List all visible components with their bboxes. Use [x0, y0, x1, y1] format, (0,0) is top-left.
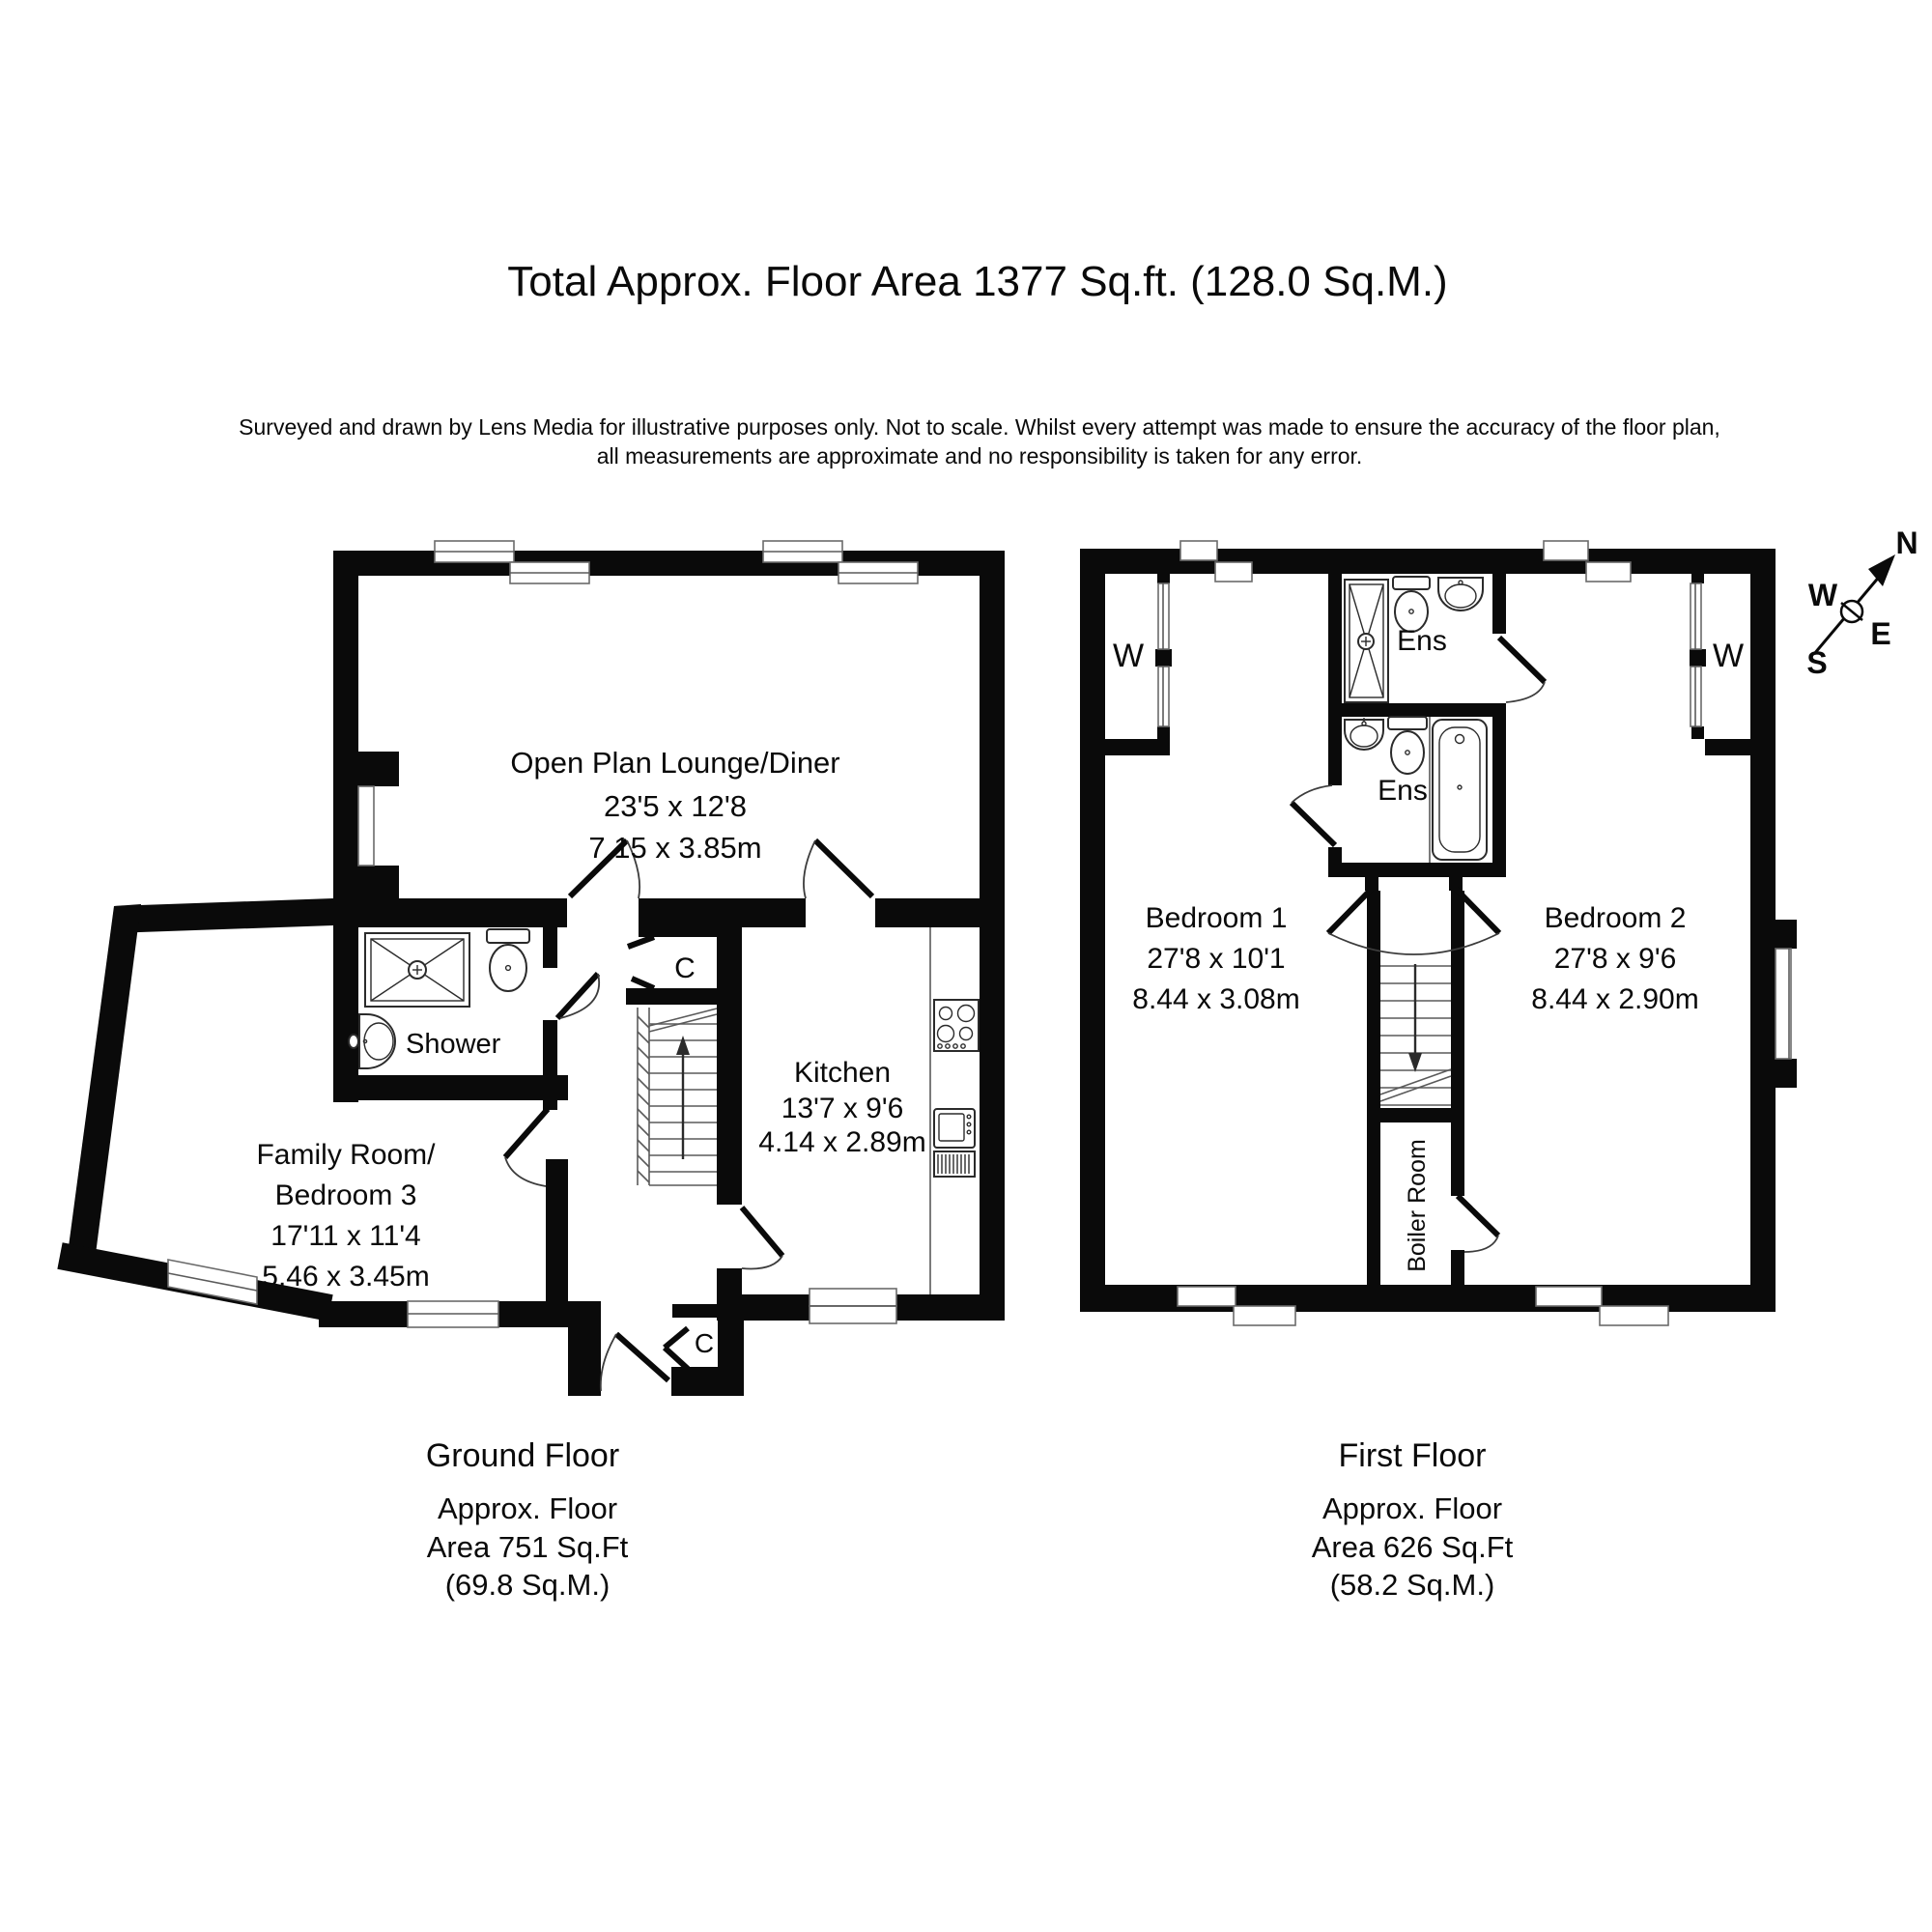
- ensuite-bottom-label: Ens: [1378, 775, 1428, 807]
- compass-south-label: S: [1806, 645, 1828, 680]
- disclaimer-line-1: Surveyed and drawn by Lens Media for illustrative purposes only. Not to scale. Whilst every attempt was made to ensure the accuracy of the floor plan,: [239, 414, 1720, 440]
- compass-north-label: N: [1895, 526, 1918, 560]
- entry-cupboard-label: C: [694, 1328, 715, 1358]
- shower-tray-icon: [365, 933, 469, 1007]
- hob-icon: [934, 1000, 979, 1051]
- ground-floor-title: Ground Floor: [425, 1437, 620, 1474]
- family-room-label-2: Bedroom 3: [274, 1179, 417, 1211]
- shower-label: Shower: [406, 1029, 501, 1060]
- first-floor-area-line-1: Approx. Floor: [1321, 1492, 1503, 1525]
- family-room-label-1: Family Room/: [256, 1139, 436, 1171]
- bedroom2-size-imperial: 27'8 x 9'6: [1553, 943, 1677, 975]
- wardrobe-right-label: W: [1712, 638, 1745, 674]
- ground-floor-plan: [60, 541, 1005, 1396]
- bathtub-icon: [1433, 720, 1487, 860]
- header: [239, 258, 1720, 469]
- bedroom2-label: Bedroom 2: [1544, 902, 1687, 934]
- ground-floor-area-line-2: Area 751 Sq.Ft: [426, 1530, 629, 1564]
- shower-tray-icon: [1345, 580, 1388, 702]
- boiler-room-label: Boiler Room: [1404, 1139, 1431, 1272]
- first-floor-labels: [1113, 625, 1744, 1272]
- kitchen-fixtures: [930, 927, 979, 1294]
- sink-icon: [1438, 578, 1483, 611]
- bedroom1-size-imperial: 27'8 x 10'1: [1147, 943, 1286, 975]
- staircase-down: [1380, 964, 1451, 1105]
- ground-floor-footer: [426, 1437, 629, 1602]
- stairs-down-arrow: [1408, 1053, 1422, 1072]
- first-floor-footer: [1312, 1437, 1514, 1602]
- compass-rose: [1806, 526, 1918, 680]
- bedroom2-size-metric: 8.44 x 2.90m: [1531, 983, 1699, 1015]
- ensuite-top-label: Ens: [1397, 625, 1447, 657]
- toilet-icon: [1388, 717, 1427, 774]
- wardrobe-left-label: W: [1112, 638, 1145, 674]
- staircase-up: [638, 1008, 717, 1185]
- disclaimer-line-2: all measurements are approximate and no responsibility is taken for any error.: [596, 443, 1363, 469]
- first-floor-plan: [1080, 541, 1797, 1325]
- hall-cupboard-label: C: [674, 952, 696, 984]
- ground-floor-area-line-3: (69.8 Sq.M.): [444, 1568, 611, 1602]
- bedroom1-label: Bedroom 1: [1145, 902, 1288, 934]
- kitchen-size-metric: 4.14 x 2.89m: [758, 1126, 926, 1158]
- compass-east-label: E: [1870, 616, 1891, 651]
- stairs-up-arrow: [676, 1036, 690, 1055]
- lounge-label: Open Plan Lounge/Diner: [510, 746, 840, 780]
- bedroom1-size-metric: 8.44 x 3.08m: [1132, 983, 1300, 1015]
- family-room-size-metric: 5.46 x 3.45m: [262, 1261, 430, 1293]
- first-floor-area-line-3: (58.2 Sq.M.): [1329, 1568, 1495, 1602]
- lounge-size-imperial: 23'5 x 12'8: [603, 789, 748, 823]
- kitchen-size-imperial: 13'7 x 9'6: [781, 1093, 904, 1124]
- family-room-size-imperial: 17'11 x 11'4: [270, 1220, 421, 1252]
- sink-icon: [1345, 718, 1383, 750]
- compass-needle-icon: [1868, 554, 1895, 586]
- first-floor-area-line-2: Area 626 Sq.Ft: [1311, 1530, 1514, 1564]
- kitchen-label: Kitchen: [793, 1057, 892, 1089]
- toilet-icon: [1393, 577, 1430, 632]
- lounge-size-metric: 7.15 x 3.85m: [588, 831, 762, 865]
- compass-west-label: W: [1807, 578, 1838, 612]
- oven-icon: [934, 1109, 975, 1177]
- page-title: Total Approx. Floor Area 1377 Sq.ft. (128.0 Sq.M.): [507, 258, 1448, 305]
- toilet-icon: [487, 929, 529, 991]
- first-floor-title: First Floor: [1338, 1437, 1487, 1474]
- ground-floor-area-line-1: Approx. Floor: [437, 1492, 618, 1525]
